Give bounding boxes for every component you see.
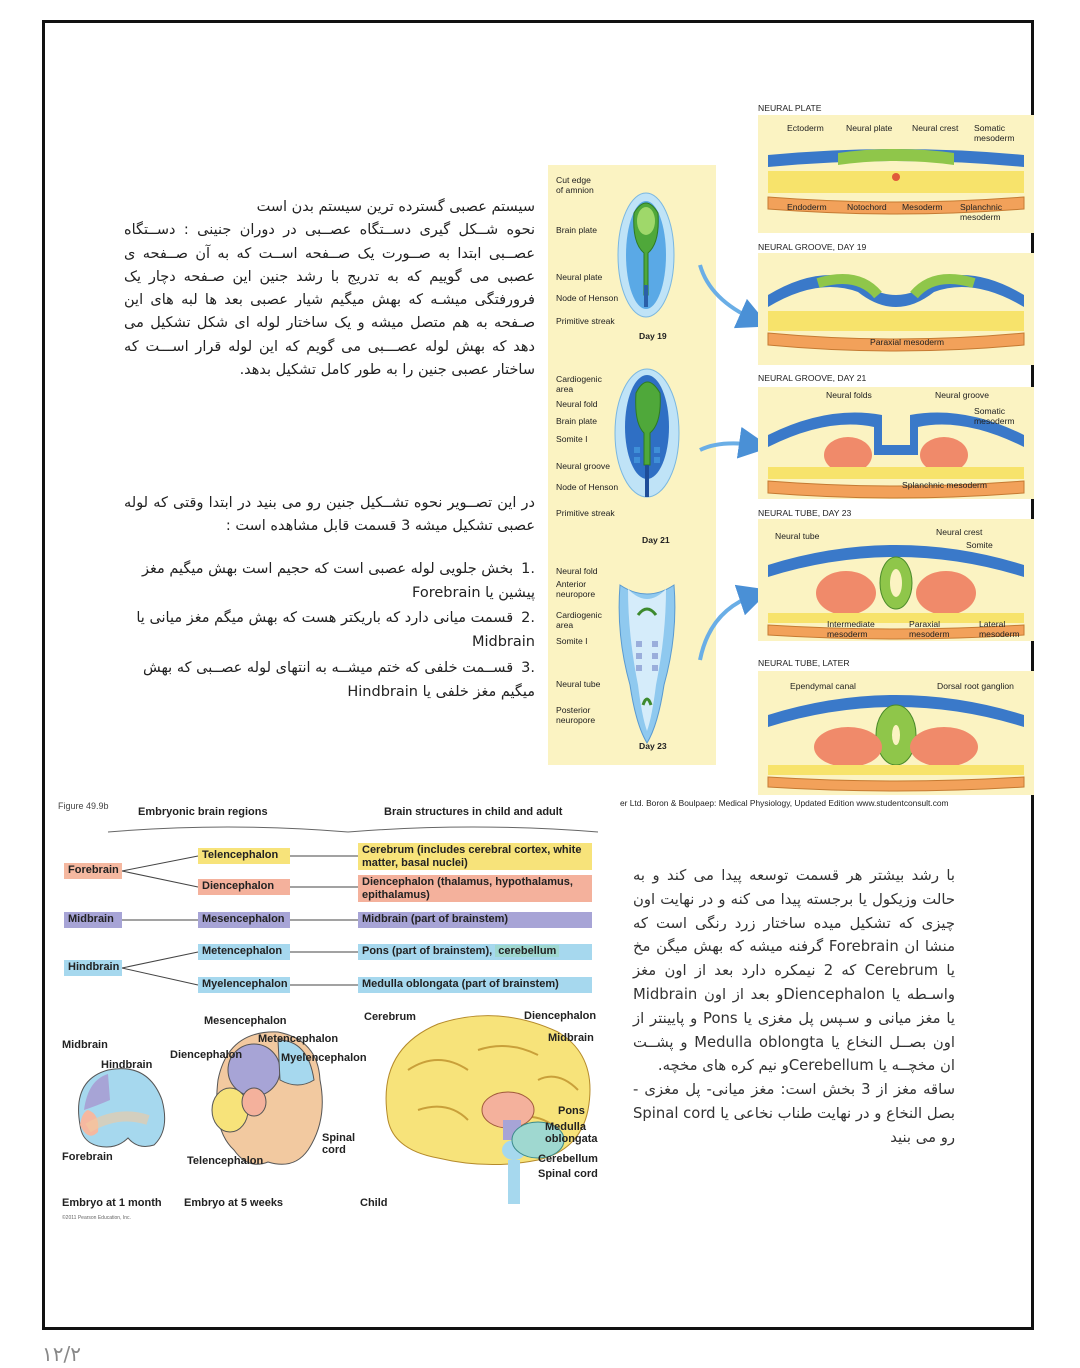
s5-drg: Dorsal root ganglion xyxy=(937,681,1014,691)
region-item-1: 1.بخش جلویی لوله عصبی است که حجیم است بهش میگیم مغز پیشین یا Forebrain xyxy=(142,561,535,601)
s3-neural-folds: Neural folds xyxy=(826,390,872,400)
page-number: ١٢/٢ xyxy=(42,1342,81,1366)
region-item-3: 3.قســمت خلفی که ختم میشــه به انتهای لوله عصــبی که بهش میگیم مغز خلفی یا Hindbrain xyxy=(143,660,535,700)
box-myelencephalon: Myelencephalon xyxy=(198,977,290,993)
s4-intermediate: Intermediate mesoderm xyxy=(827,619,875,639)
e1-midbrain: Midbrain xyxy=(62,1039,108,1051)
label-anterior-neuropore: Anterior neuropore xyxy=(556,579,596,599)
s1-neural-crest: Neural crest xyxy=(912,123,959,133)
label-neural-groove: Neural groove xyxy=(556,461,610,471)
s1-endoderm: Endoderm xyxy=(787,202,827,212)
box-metencephalon: Metencephalon xyxy=(198,944,290,960)
e5-mesencephalon: Mesencephalon xyxy=(204,1015,287,1027)
box-cerebrum: Cerebrum (includes cerebral cortex, white matter, basal nuclei) xyxy=(358,843,592,870)
c-cerebellum: Cerebellum xyxy=(538,1153,598,1165)
c-spinal-cord: Spinal cord xyxy=(538,1168,598,1180)
e1-forebrain: Forebrain xyxy=(62,1151,113,1163)
embryo-figure-credit: er Ltd. Boron & Boulpaep: Medical Physiology, Updated Edition www.studentconsult.com xyxy=(620,798,949,808)
box-hindbrain: Hindbrain xyxy=(64,960,122,976)
box-medulla: Medulla oblongata (part of brainstem) xyxy=(358,977,592,993)
label-brain-plate: Brain plate xyxy=(556,225,598,235)
label-somite: Somite I xyxy=(556,434,588,444)
label-day19: Day 19 xyxy=(639,331,667,341)
intro-title: سیستم عصبی گسترده ترین سیستم بدن است xyxy=(256,199,535,215)
s5-ependymal: Ependymal canal xyxy=(790,681,856,691)
s3-somatic: Somatic mesoderm xyxy=(974,406,1015,426)
s1-neural-plate: Neural plate xyxy=(846,123,893,133)
label-posterior-neuropore: Posterior neuropore xyxy=(556,705,596,725)
s2-paraxial: Paraxial mesoderm xyxy=(870,337,945,347)
box-pons: Pons (part of brainstem), cerebellum xyxy=(358,944,592,960)
intro-text xyxy=(124,196,535,382)
e1-hindbrain: Hindbrain xyxy=(101,1059,153,1071)
s4-neural-tube: Neural tube xyxy=(775,531,820,541)
section3-title: NEURAL GROOVE, DAY 21 xyxy=(758,373,867,383)
s4-neural-crest: Neural crest xyxy=(936,527,983,537)
box-adult-diencephalon: Diencephalon (thalamus, hypothalamus, epithalamus) xyxy=(358,875,592,902)
label-day21: Day 21 xyxy=(642,535,670,545)
e5-metencephalon: Metencephalon xyxy=(258,1033,339,1045)
label-node-henson: Node of Henson xyxy=(556,293,619,303)
c-diencephalon: Diencephalon xyxy=(524,1010,597,1022)
label-somite-3: Somite I xyxy=(556,636,588,646)
s3-splanchnic: Splanchnic mesoderm xyxy=(902,480,988,490)
label-day23: Day 23 xyxy=(639,741,667,751)
development-paragraph: با رشد بیشتر هر قسمت توسعه پیدا می کند و به حالت وزیکول یا برجسته پیدا می کنه و در نهایت اون چیزی که تشکیل میده ساختار زرد رنگی است که منشا ان Forebrain گرفنه میشه که بهش میگن مخ یا Cerebrum که 2 نیمکره دارد بعد از اون مغز واسـطه یا Diencephalonو بعد از اون Midbrain یا مغز میانی و سـپس پل مغزی یا Pons و پایینتر از اون بصــل النخاع یا Medulla oblongta و پشــت ان مخچــه یا Cerebellumو نیم کره های مخچه. xyxy=(633,867,955,1075)
e5-myelencephalon: Myelencephalon xyxy=(281,1052,367,1064)
e1-caption: Embryo at 1 month xyxy=(62,1197,162,1209)
label-primitive-streak-2: Primitive streak xyxy=(556,508,615,518)
brainstem-paragraph: ساقه مغز از 3 بخش است: مغز میانی- پل مغزی - بصل النخاع و در نهایت طناب نخاعی یا Spinal cord رو می بنید xyxy=(633,1081,955,1146)
s3-neural-groove: Neural groove xyxy=(935,390,989,400)
label-neural-fold-3: Neural fold xyxy=(556,566,598,576)
s1-splanchnic: Splanchnic mesoderm xyxy=(960,202,1003,222)
section2-title: NEURAL GROOVE, DAY 19 xyxy=(758,242,867,252)
box-forebrain: Forebrain xyxy=(64,863,122,879)
e5-spinal-cord: Spinal cord xyxy=(322,1132,356,1156)
c-medulla: Medulla oblongata xyxy=(545,1121,598,1145)
c-caption: Child xyxy=(360,1197,388,1209)
copyright: ©2011 Pearson Education, Inc. xyxy=(62,1215,131,1221)
s4-somite: Somite xyxy=(966,540,993,550)
s1-somatic: Somatic mesoderm xyxy=(974,123,1015,143)
label-node-henson-2: Node of Henson xyxy=(556,482,619,492)
s1-notochord: Notochord xyxy=(847,202,887,212)
s4-paraxial: Paraxial mesoderm xyxy=(909,619,950,639)
c-pons: Pons xyxy=(558,1105,585,1117)
development-text xyxy=(633,864,955,1150)
label-brain-plate-2: Brain plate xyxy=(556,416,598,426)
e5-diencephalon: Diencephalon xyxy=(170,1049,243,1061)
regions-intro: در این تصــویر نحوه تشــکیل جنین رو می بنید در ابتدا وقتی که لوله عصبی تشکیل میشه 3 قسمت قابل مشاهده است : xyxy=(124,495,535,535)
box-diencephalon: Diencephalon xyxy=(198,879,290,895)
label-cut-edge: Cut edge of amnion xyxy=(556,175,594,195)
header-embryonic: Embryonic brain regions xyxy=(138,806,268,818)
figure-id: Figure 49.9b xyxy=(58,801,109,811)
e5-caption: Embryo at 5 weeks xyxy=(184,1197,284,1209)
header-adult: Brain structures in child and adult xyxy=(384,806,563,818)
e5-telencephalon: Telencephalon xyxy=(187,1155,264,1167)
box-telencephalon: Telencephalon xyxy=(198,848,290,864)
label-neural-plate: Neural plate xyxy=(556,272,603,282)
box-mesencephalon: Mesencephalon xyxy=(198,912,290,928)
cerebellum-highlight: cerebellum xyxy=(495,945,559,957)
label-neural-tube: Neural tube xyxy=(556,679,601,689)
s4-lateral: Lateral mesoderm xyxy=(979,619,1020,639)
section1-title: NEURAL PLATE xyxy=(758,103,822,113)
region-item-2: 2.قسمت میانی دارد که باریکتر هست که بهش میگم مغز میانی یا Midbrain xyxy=(136,610,535,650)
section4-title: NEURAL TUBE, DAY 23 xyxy=(758,508,852,518)
label-primitive-streak: Primitive streak xyxy=(556,316,615,326)
c-midbrain: Midbrain xyxy=(548,1032,594,1044)
s1-ectoderm: Ectoderm xyxy=(787,123,824,133)
s1-mesoderm: Mesoderm xyxy=(902,202,943,212)
label-neural-fold: Neural fold xyxy=(556,399,598,409)
box-adult-midbrain: Midbrain (part of brainstem) xyxy=(358,912,592,928)
label-cardiogenic: Cardiogenic area xyxy=(556,374,602,394)
label-cardiogenic-3: Cardiogenic area xyxy=(556,610,602,630)
section5-title: NEURAL TUBE, LATER xyxy=(758,658,850,668)
intro-paragraph: نحوه شــکل گیری دســتگاه عصــبی در دوران جنینی : دســتگاه عصــبی ابتدا به صــورت یک صــفحه اســت که به آن صــفحه ی عصبی می گوییم که به تدریج با رشد جنین این صـفحه دچار یک فرورفتگی میشـه که بهش میگیم شیار عصبی بعد ها لبه های این صـفحه به هم متصل میشه و یک ساختار لوله ای شکل تشکیل می دهد که بهش لوله عصـــبی می گویم که این لوله قرار اســـت که ساختار عصبی جنین را به طور کامل تشکیل بدهد. xyxy=(124,222,535,379)
c-cerebrum: Cerebrum xyxy=(364,1011,416,1023)
box-midbrain: Midbrain xyxy=(64,912,122,928)
